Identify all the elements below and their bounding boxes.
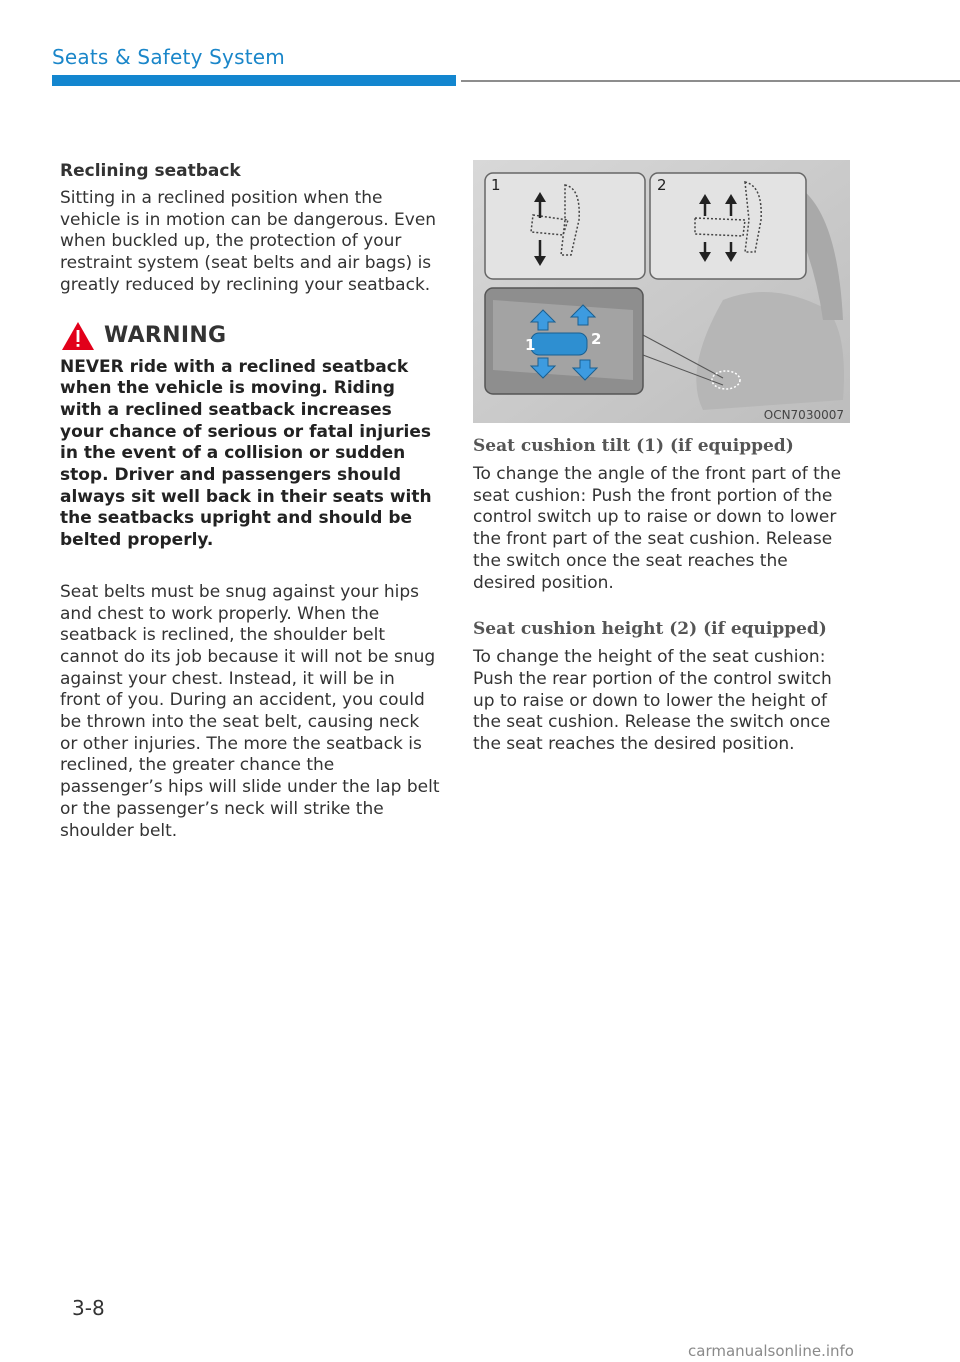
right-column — [473, 160, 853, 756]
seat-figure — [473, 160, 850, 423]
tilt-heading: Seat cushion tilt (1) (if equipped) — [473, 436, 794, 456]
reclining-intro: Sitting in a reclined position when the vehicle is in motion can be dangerous. Even when buckled up, the protection of your restraint system (seat belts and air bags) is greatly reduced by reclining your seatback. — [60, 188, 437, 295]
height-text: To change the height of the seat cushion: Push the rear portion of the control switch up to raise or down to lower the height of the seat cushion. Release the switch once the seat reaches the desired position. — [473, 647, 832, 755]
inset-label-2: 2 — [657, 176, 667, 194]
watermark-text: carmanualsonline.info — [688, 1342, 854, 1360]
switch-label-1: 1 — [525, 336, 536, 354]
figure-caption: OCN7030007 — [763, 408, 844, 422]
warning-label: WARNING — [104, 323, 227, 349]
section-title: Seats & Safety System — [52, 45, 285, 69]
warning-text: NEVER ride with a reclined seatback when the vehicle is moving. Riding with a reclined seatback increases your chance of serious or fatal injuries in the event of a collision or sudden stop. Driver and passengers should always sit well back in their seats with the seatbacks upright and should be belted properly. — [60, 356, 432, 551]
reclining-heading: Reclining seatback — [60, 161, 241, 181]
seatbelt-paragraph: Seat belts must be snug against your hips and chest to work properly. When the seatback is reclined, the shoulder belt cannot do its job because it will not be snug against your chest. Instead, it will be in front of you. During an accident, you could be thrown into the seat belt, causing neck or other injuries. The more the seatback is reclined, the greater chance the passenger’s hips will slide under the lap belt or the passenger’s neck will strike the shoulder belt. — [60, 581, 440, 841]
switch-label-2: 2 — [591, 330, 602, 348]
warning-icon — [61, 321, 95, 351]
warning-header — [60, 321, 440, 351]
height-heading: Seat cushion height (2) (if equipped) — [473, 619, 827, 640]
tilt-text: To change the angle of the front part of the seat cushion: Push the front portion of the control switch up to raise or down to lower the front part of the seat cushion. Release the switch once the seat reaches the desired position. — [473, 464, 842, 593]
header-rule-gray — [461, 80, 960, 82]
seat-illustration — [473, 160, 850, 423]
left-column — [60, 160, 440, 842]
header-rule-blue — [52, 75, 456, 86]
inset-label-1: 1 — [491, 176, 501, 194]
page-number: 3-8 — [72, 1296, 105, 1320]
